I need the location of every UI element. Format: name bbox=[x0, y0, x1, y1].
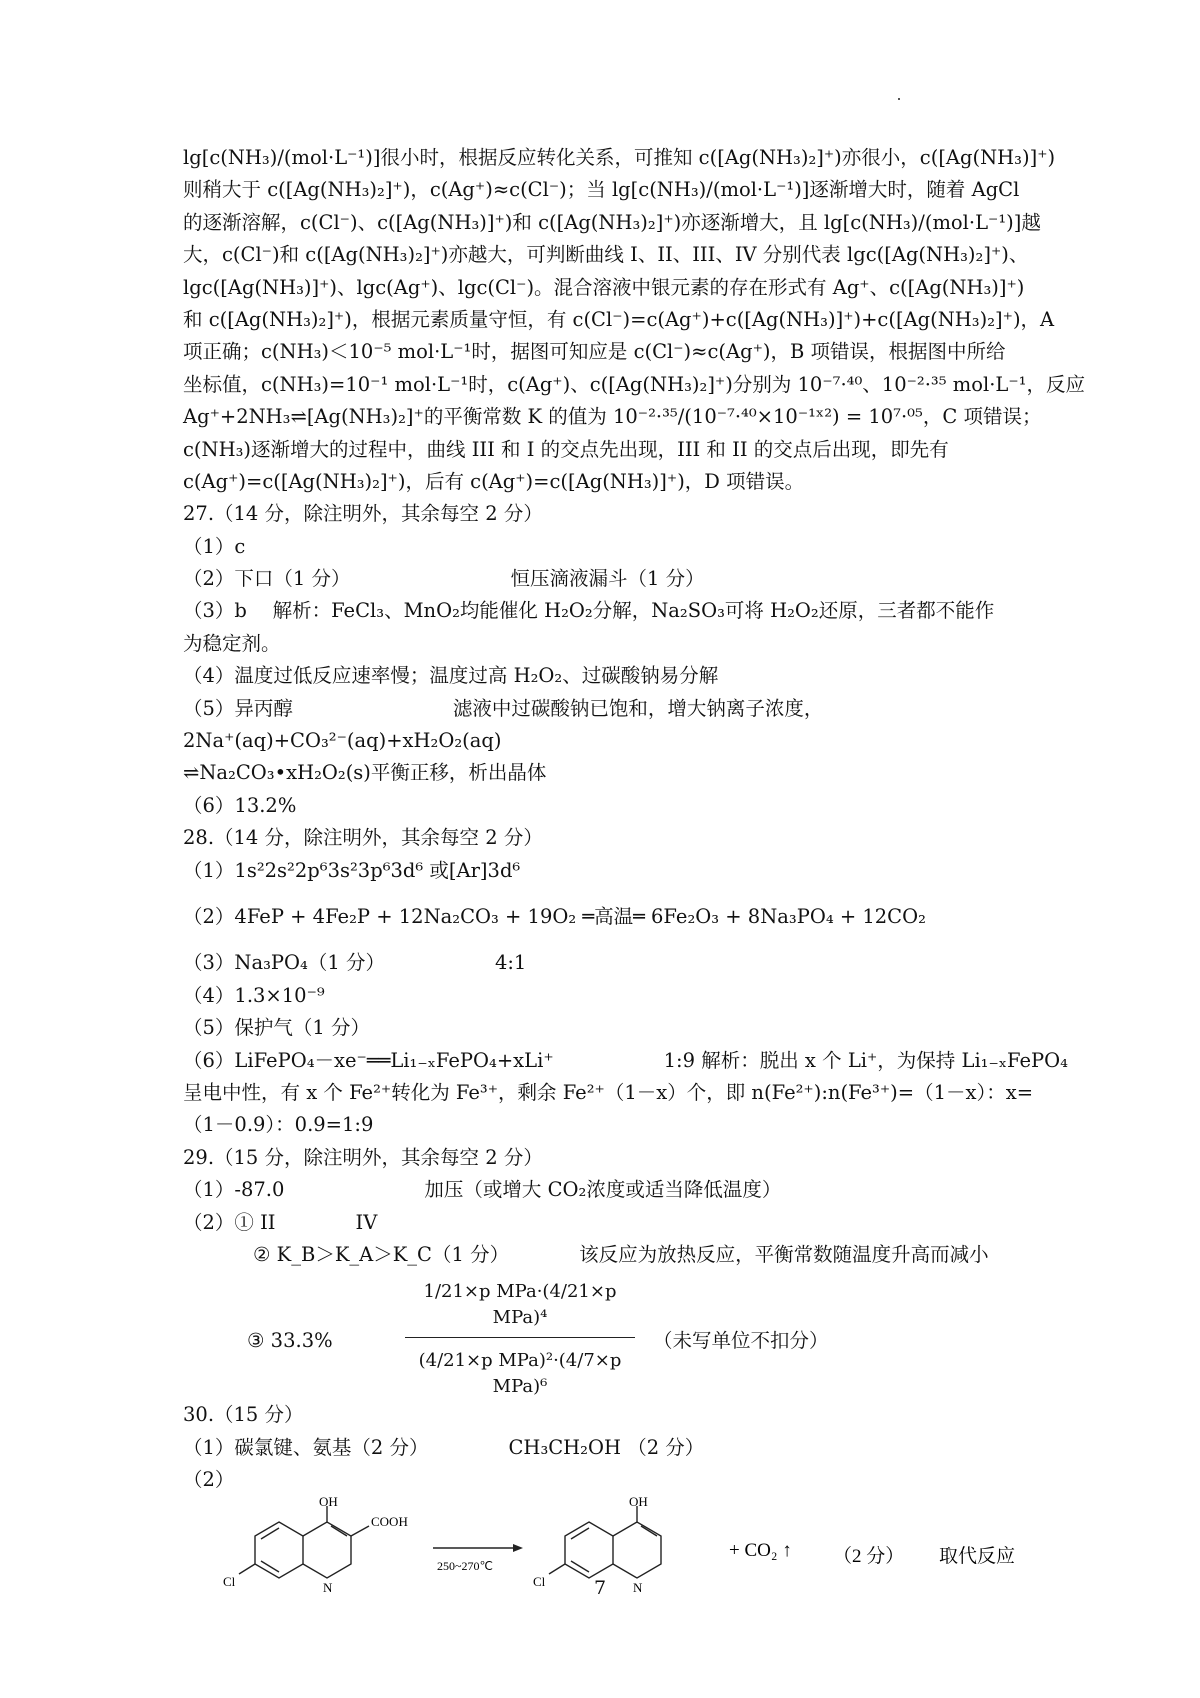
decarboxylation-scheme bbox=[183, 1496, 1031, 1626]
answer-30-2-label: （2） bbox=[183, 1468, 235, 1492]
reactant-pyridine-ring bbox=[303, 1522, 351, 1578]
product-n-label: N bbox=[633, 1580, 643, 1596]
answer-27-6: （6）13.2% bbox=[183, 793, 297, 817]
product-structure bbox=[549, 1506, 661, 1578]
answer-28-1: （1）1s²2s²2p⁶3s²3p⁶3d⁶ 或[Ar]3d⁶ bbox=[183, 858, 521, 882]
answer-27-3: （3）b 解析：FeCl₃、MnO₂均能催化 H₂O₂分解，Na₂SO₃可将 H₂O₂还原，三者都不能作 bbox=[183, 599, 995, 623]
answer-content bbox=[183, 142, 1085, 1626]
text-line: Ag⁺+2NH₃⇌[Ag(NH₃)₂]⁺的平衡常数 K 的值为 10⁻²·³⁵/(10⁻⁷·⁴⁰×10⁻¹ˣ²) = 10⁷·⁰⁵，C 项错误； bbox=[183, 405, 1042, 429]
text-line: c(Ag⁺)=c([Ag(NH₃)₂]⁺)，后有 c(Ag⁺)=c([Ag(NH₃)]⁺)，D 项错误。 bbox=[183, 469, 805, 493]
answer-28-4: （4）1.3×10⁻⁹ bbox=[183, 983, 325, 1007]
answer-28-2: （2）4FeP + 4Fe₂P + 12Na₂CO₃ + 19O₂ ═高温═ 6Fe₂O₃ + 8Na₃PO₄ + 12CO₂ bbox=[183, 904, 926, 928]
question-29-heading: 29.（15 分，除注明外，其余每空 2 分） bbox=[183, 1145, 543, 1169]
answer-30-1: （1）碳氯键、氨基（2 分） CH₃CH₂OH （2 分） bbox=[183, 1435, 705, 1459]
text-line: lgc([Ag(NH₃)]⁺)、lgc(Ag⁺)、lgc(Cl⁻)。混合溶液中银元素的存在形式有 Ag⁺、c([Ag(NH₃)]⁺) bbox=[183, 275, 1025, 299]
text-line: 的逐渐溶解，c(Cl⁻)、c([Ag(NH₃)]⁺)和 c([Ag(NH₃)₂]⁺)亦逐渐增大，且 lg[c(NH₃)/(mol·L⁻¹)]越 bbox=[183, 210, 1041, 234]
scan-dot bbox=[898, 98, 900, 100]
product-cl-label: Cl bbox=[533, 1574, 546, 1590]
answer-28-6: （6）LiFePO₄－xe⁻══Li₁₋ₓFePO₄+xLi⁺ 1:9 解析：脱出 x 个 Li⁺，为保持 Li₁₋ₓFePO₄ bbox=[183, 1048, 1068, 1072]
question-28-heading: 28.（14 分，除注明外，其余每空 2 分） bbox=[183, 826, 543, 850]
score-label: （2 分） bbox=[833, 1546, 905, 1568]
text-line: lg[c(NH₃)/(mol·L⁻¹)]很小时，根据反应转化关系，可推知 c([Ag(NH₃)₂]⁺)亦很小，c([Ag(NH₃)]⁺) bbox=[183, 146, 1056, 169]
answer-28-3: （3）Na₃PO₄（1 分） 4:1 bbox=[183, 951, 527, 975]
text-line: 坐标值，c(NH₃)=10⁻¹ mol·L⁻¹时，c(Ag⁺)、c([Ag(NH₃)₂]⁺)分别为 10⁻⁷·⁴⁰、10⁻²·³⁵ mol·L⁻¹，反应 bbox=[183, 372, 1085, 396]
text-line: 为稳定剂。 bbox=[183, 631, 281, 655]
reactant-benzene-ring bbox=[255, 1522, 303, 1578]
answer-27-5: （5）异丙醇 滤液中过碳酸钠已饱和，增大钠离子浓度， bbox=[183, 696, 824, 720]
equilibrium-line-2: ⇌Na₂CO₃•xH₂O₂(s)平衡正移，析出晶体 bbox=[183, 761, 547, 785]
text-line: 大，c(Cl⁻)和 c([Ag(NH₃)₂]⁺)亦越大，可判断曲线 I、II、III、IV 分别代表 lgc([Ag(NH₃)₂]⁺)、 bbox=[183, 243, 1029, 267]
text-line: （1－0.9）：0.9=1:9 bbox=[183, 1113, 374, 1137]
page-number: 7 bbox=[593, 1577, 607, 1599]
answer-29-1: （1）-87.0 加压（或增大 CO₂浓度或适当降低温度） bbox=[183, 1178, 782, 1202]
reactant-n-label: N bbox=[323, 1580, 333, 1596]
fraction-numerator: 1/21×p MPa·(4/21×p MPa)⁴ bbox=[405, 1279, 635, 1338]
answer-27-4: （4）温度过低反应速率慢；温度过高 H₂O₂、过碳酸钠易分解 bbox=[183, 664, 719, 688]
product-pyridine-ring bbox=[613, 1522, 661, 1578]
answer-29-2-b: ② K_B＞K_A＞K_C（1 分） 该反应为放热反应，平衡常数随温度升高而减小 bbox=[253, 1242, 989, 1266]
question-27-heading: 27.（14 分，除注明外，其余每空 2 分） bbox=[183, 502, 543, 526]
reactant-cooh-label: COOH bbox=[371, 1514, 408, 1530]
answer-29-2: （2）① II IV bbox=[183, 1210, 378, 1234]
answer-27-1: （1）c bbox=[183, 534, 246, 558]
fraction-label: ③ 33.3% bbox=[247, 1329, 333, 1353]
answer-27-2: （2）下口（1 分） 恒压滴液漏斗（1 分） bbox=[183, 567, 705, 591]
reactant-structure bbox=[239, 1506, 369, 1578]
text-line: 项正确；c(NH₃)＜10⁻⁵ mol·L⁻¹时，据图可知应是 c(Cl⁻)≈c(Ag⁺)，B 项错误，根据图中所给 bbox=[183, 340, 1006, 364]
reactant-cl-label: Cl bbox=[223, 1574, 236, 1590]
answer-29-2-c bbox=[183, 1279, 1031, 1399]
question-30-heading: 30.（15 分） bbox=[183, 1403, 304, 1427]
product-benzene-ring bbox=[565, 1522, 613, 1578]
fraction-denominator: (4/21×p MPa)²·(4/7×p MPa)⁶ bbox=[418, 1350, 622, 1398]
byproduct-co2: + CO₂ ↑ bbox=[729, 1540, 792, 1562]
product-oh-label: OH bbox=[629, 1496, 648, 1510]
reaction-condition: 250~270℃ bbox=[437, 1559, 493, 1574]
reaction-type: 取代反应 bbox=[939, 1546, 1016, 1568]
reaction-svg bbox=[183, 1496, 1031, 1626]
equilibrium-line-1: 2Na⁺(aq)+CO₃²⁻(aq)+xH₂O₂(aq) bbox=[183, 729, 502, 753]
text-line: c(NH₃)逐渐增大的过程中，曲线 III 和 I 的交点先出现，III 和 II 的交点后出现，即先有 bbox=[183, 437, 949, 461]
text-line: 呈电中性，有 x 个 Fe²⁺转化为 Fe³⁺，剩余 Fe²⁺（1－x）个，即 n(Fe²⁺):n(Fe³⁺)=（1－x）：x= bbox=[183, 1080, 1034, 1104]
reaction-arrowhead bbox=[513, 1544, 523, 1552]
answer-28-5: （5）保护气（1 分） bbox=[183, 1016, 371, 1040]
fraction-note: （未写单位不扣分） bbox=[653, 1329, 829, 1353]
reactant-oh-label: OH bbox=[319, 1496, 338, 1510]
text-line: 则稍大于 c([Ag(NH₃)₂]⁺)，c(Ag⁺)≈c(Cl⁻)；当 lg[c(NH₃)/(mol·L⁻¹)]逐渐增大时，随着 AgCl bbox=[183, 178, 1020, 202]
kp-fraction bbox=[405, 1279, 635, 1400]
text-line: 和 c([Ag(NH₃)₂]⁺)，根据元素质量守恒，有 c(Cl⁻)=c(Ag⁺)+c([Ag(NH₃)]⁺)+c([Ag(NH₃)₂]⁺)，A bbox=[183, 307, 1055, 331]
